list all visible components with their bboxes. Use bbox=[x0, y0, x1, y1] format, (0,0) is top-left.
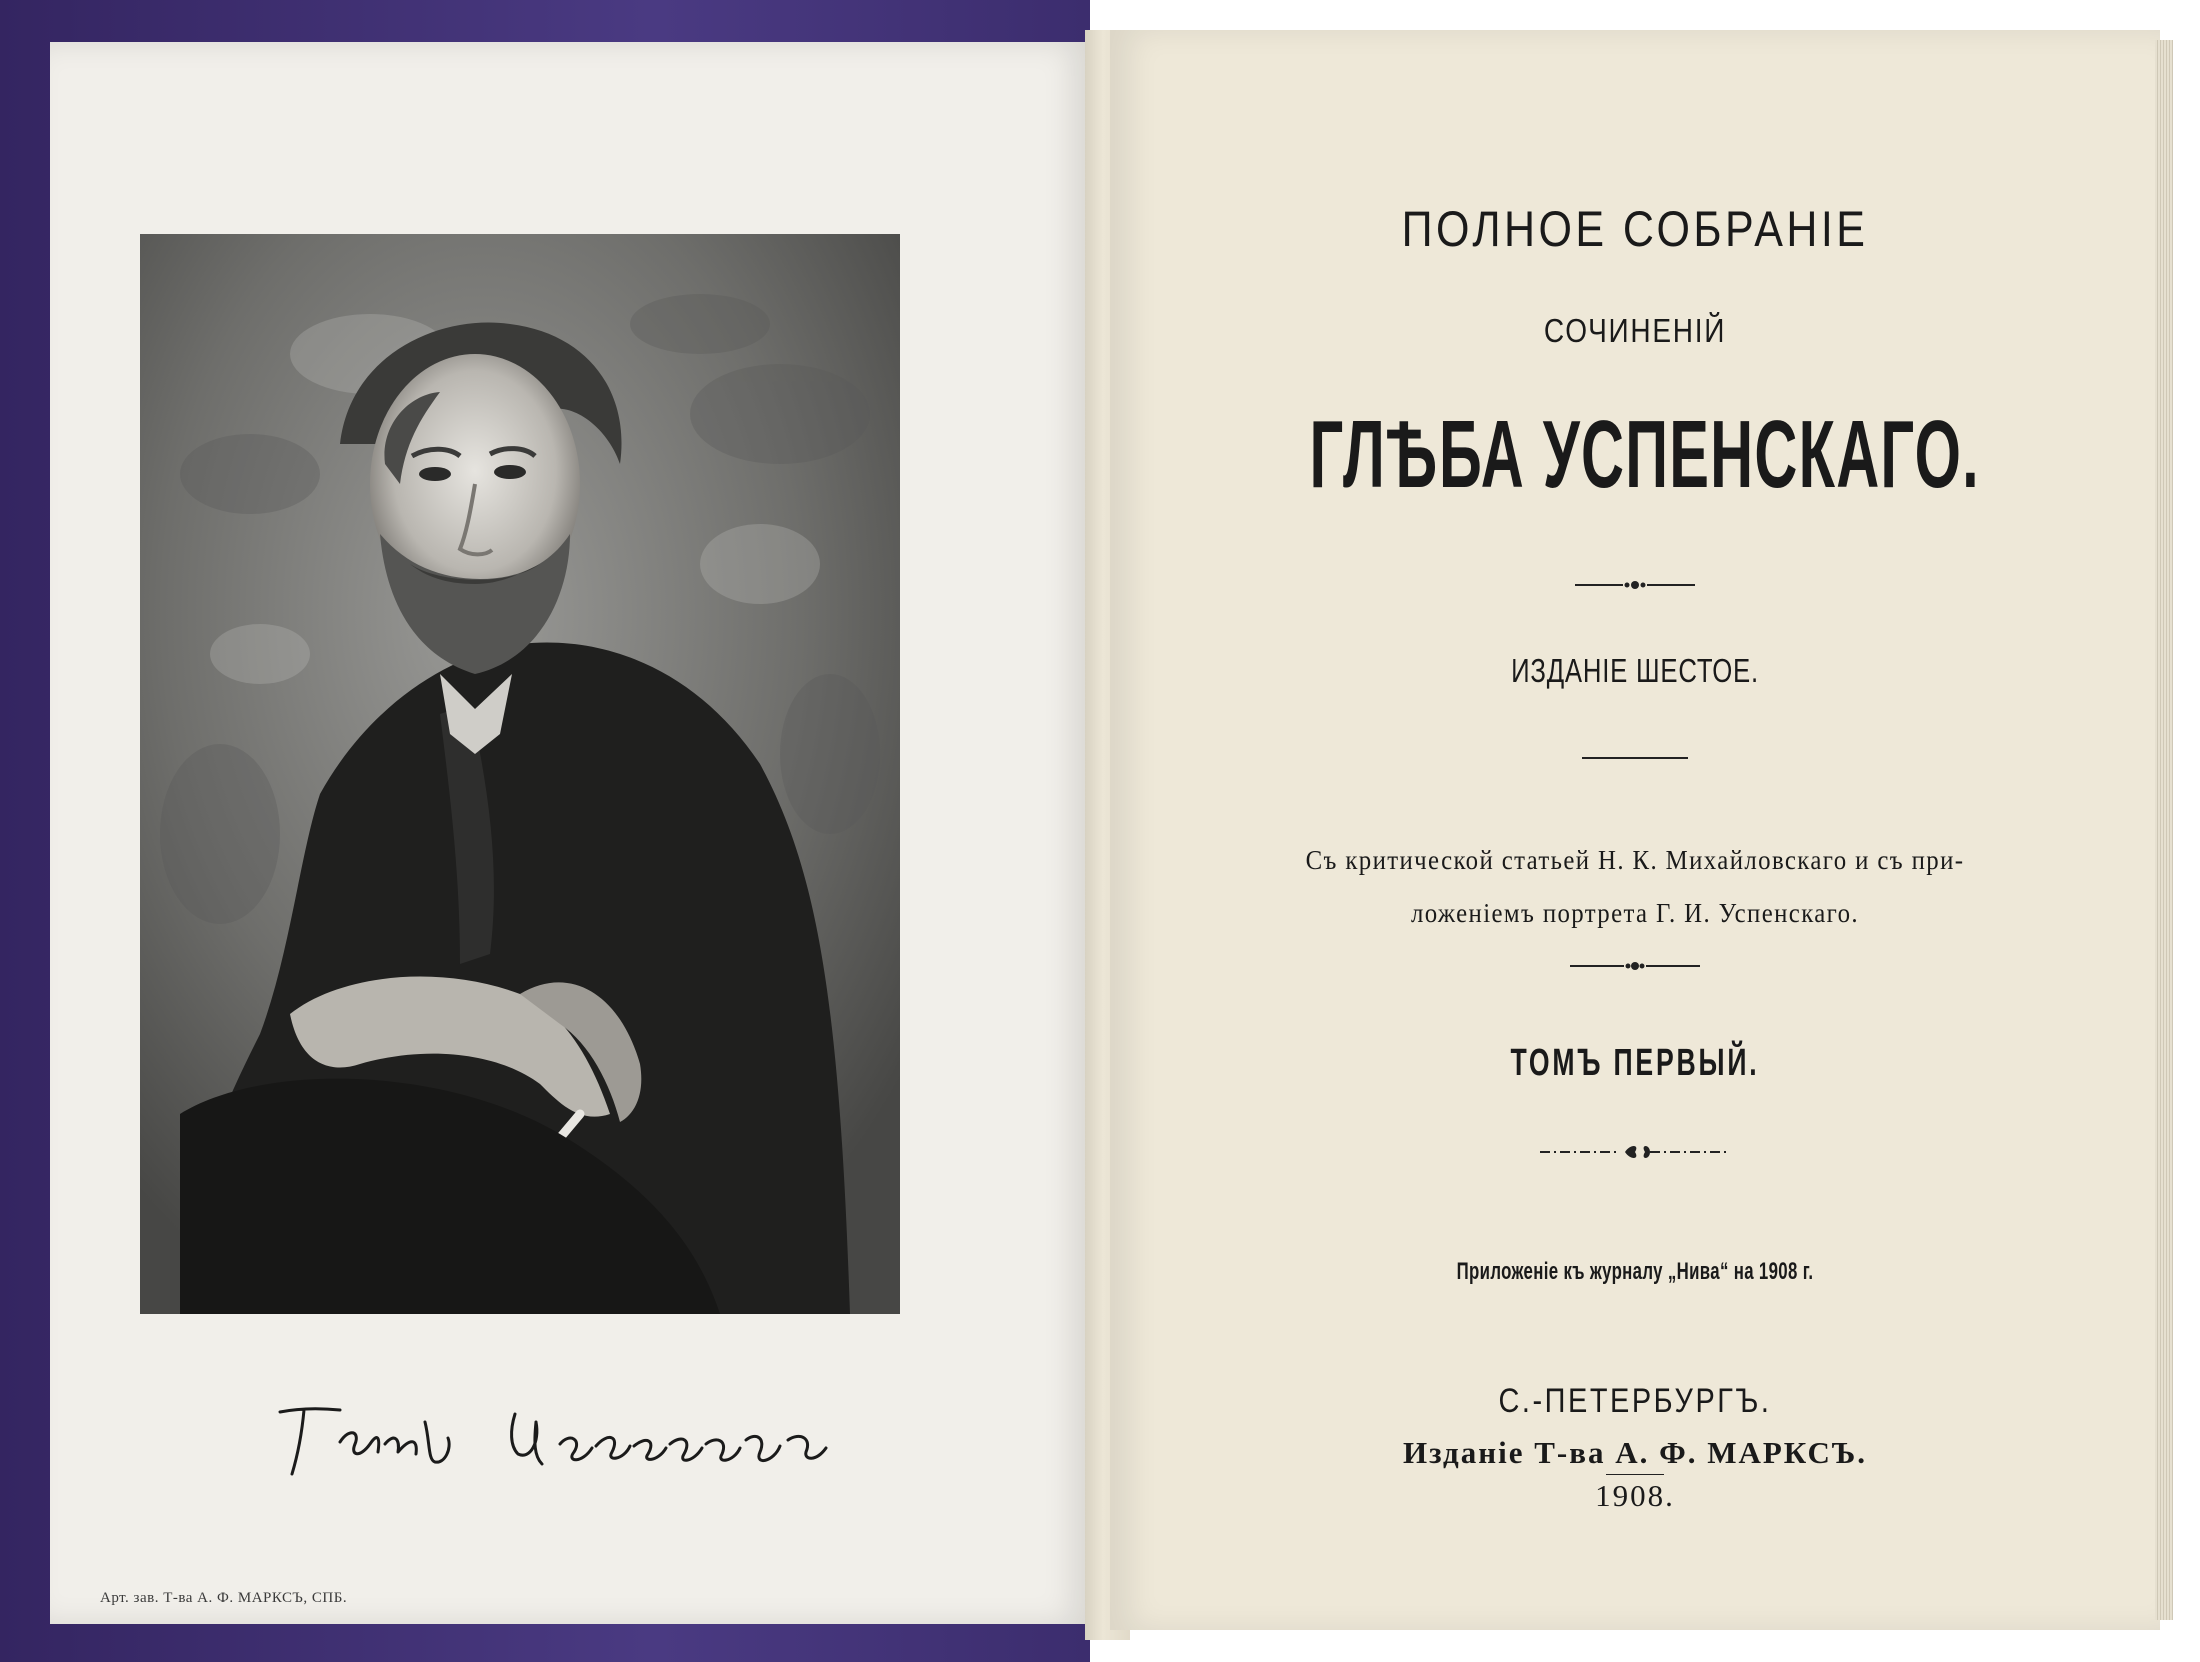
title-page bbox=[1110, 30, 2160, 1630]
ornament-divider-2 bbox=[1110, 956, 2160, 976]
supplement-note: Приложеніе къ журналу „Нива“ на 1908 г. bbox=[1456, 1258, 1814, 1285]
publication-year: 1908. bbox=[1595, 1478, 1675, 1513]
frontispiece-page bbox=[50, 42, 1090, 1624]
edition: ИЗДАНІЕ ШЕСТОЕ. bbox=[1511, 652, 1759, 689]
critical-note-line-2: ложеніемъ портрета Г. И. Успенскаго. bbox=[1410, 898, 1860, 928]
author-portrait bbox=[140, 234, 900, 1314]
title-line-2: СОЧИНЕНІЙ bbox=[1543, 312, 1727, 349]
title-line-1: ПОЛНОЕ СОБРАНІЕ bbox=[1401, 201, 1869, 257]
publisher: Изданіе Т-ва А. Ф. МАРКСЪ. bbox=[1403, 1435, 1867, 1470]
volume: ТОМЪ ПЕРВЫЙ. bbox=[1510, 1042, 1760, 1084]
author-name: ГЛѢБА УСПЕНСКАГО. bbox=[1309, 401, 1980, 508]
publication-city: С.-ПЕТЕРБУРГЪ. bbox=[1498, 1382, 1772, 1420]
author-signature bbox=[260, 1382, 860, 1492]
year-rule bbox=[1606, 1474, 1664, 1475]
page-edges bbox=[2155, 40, 2173, 1620]
critical-note-line-1: Съ критической статьей Н. К. Михайловскаго и съ при- bbox=[1305, 845, 1965, 875]
rule-divider bbox=[1582, 757, 1688, 759]
ornament-divider-1 bbox=[1110, 575, 2160, 595]
printer-imprint: Арт. зав. Т-ва А. Ф. МАРКСЪ, СПБ. bbox=[100, 1590, 348, 1606]
ornament-divider-3 bbox=[1110, 1142, 2160, 1162]
